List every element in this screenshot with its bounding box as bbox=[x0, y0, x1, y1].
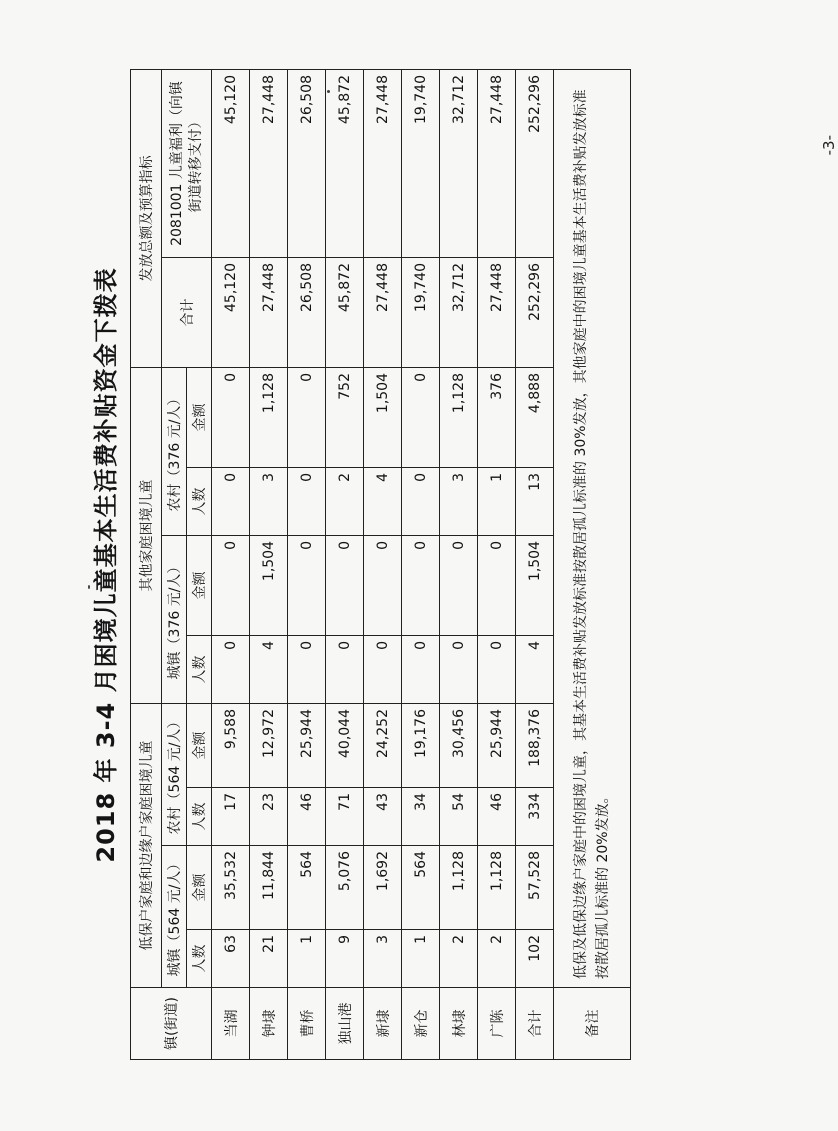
low-urban-amount: 11,844 bbox=[250, 846, 288, 930]
low-urban-persons: 1 bbox=[402, 930, 440, 988]
low-urban-persons: 2 bbox=[440, 930, 478, 988]
budget-cell: 45,120 bbox=[212, 70, 250, 258]
low-urban-persons: 1 bbox=[288, 930, 326, 988]
other-rural-persons: 3 bbox=[440, 468, 478, 536]
total-cell: 27,448 bbox=[364, 258, 402, 368]
table-row bbox=[326, 70, 364, 1060]
low-rural-amount: 25,944 bbox=[288, 704, 326, 788]
remark-label: 备注 bbox=[554, 988, 631, 1060]
other-urban-persons: 0 bbox=[440, 636, 478, 704]
budget-cell: 27,448 bbox=[250, 70, 288, 258]
header-budget: 2081001 儿童福利（向镇街道转移支付） bbox=[162, 70, 212, 258]
table-row bbox=[288, 70, 326, 1060]
low-rural-persons: 23 bbox=[250, 788, 288, 846]
other-rural-persons: 1 bbox=[478, 468, 516, 536]
header-persons: 人数 bbox=[187, 636, 212, 704]
low-urban-amount: 5,076 bbox=[326, 846, 364, 930]
budget-cell: 26,508 bbox=[288, 70, 326, 258]
table-row bbox=[478, 70, 516, 1060]
header-amount: 金额 bbox=[187, 536, 212, 636]
total-cell: 27,448 bbox=[478, 258, 516, 368]
header-persons: 人数 bbox=[187, 788, 212, 846]
other-rural-amount: 0 bbox=[288, 368, 326, 468]
other-urban-persons: 0 bbox=[364, 636, 402, 704]
low-urban-persons: 3 bbox=[364, 930, 402, 988]
other-rural-persons: 13 bbox=[516, 468, 554, 536]
header-other-group: 其他家庭困境儿童 bbox=[131, 368, 162, 704]
other-urban-amount: 0 bbox=[440, 536, 478, 636]
scan-speck bbox=[327, 90, 330, 93]
low-urban-amount: 1,692 bbox=[364, 846, 402, 930]
low-urban-amount: 1,128 bbox=[478, 846, 516, 930]
other-urban-amount: 0 bbox=[212, 536, 250, 636]
document-content bbox=[80, 65, 838, 1065]
low-rural-persons: 43 bbox=[364, 788, 402, 846]
header-row-groups bbox=[131, 70, 162, 1060]
table-row bbox=[402, 70, 440, 1060]
table-row-total bbox=[516, 70, 554, 1060]
other-rural-amount: 1,504 bbox=[364, 368, 402, 468]
other-urban-persons: 0 bbox=[402, 636, 440, 704]
header-other-rural: 农村（376 元/人） bbox=[162, 368, 187, 536]
low-rural-amount: 24,252 bbox=[364, 704, 402, 788]
total-cell: 252,296 bbox=[516, 258, 554, 368]
table-row bbox=[212, 70, 250, 1060]
other-urban-persons: 0 bbox=[288, 636, 326, 704]
header-total: 合计 bbox=[162, 258, 212, 368]
town-cell: 新仓 bbox=[402, 988, 440, 1060]
other-rural-amount: 0 bbox=[402, 368, 440, 468]
other-urban-amount: 0 bbox=[288, 536, 326, 636]
other-urban-amount: 0 bbox=[364, 536, 402, 636]
town-cell: 林埭 bbox=[440, 988, 478, 1060]
low-urban-persons: 2 bbox=[478, 930, 516, 988]
other-urban-amount: 1,504 bbox=[516, 536, 554, 636]
other-rural-persons: 0 bbox=[402, 468, 440, 536]
town-cell: 当湖 bbox=[212, 988, 250, 1060]
other-rural-amount: 1,128 bbox=[440, 368, 478, 468]
table-row bbox=[250, 70, 288, 1060]
total-cell: 45,120 bbox=[212, 258, 250, 368]
town-cell: 曹桥 bbox=[288, 988, 326, 1060]
remark-text: 低保及低保边缘户家庭中的困境儿童，其基本生活费补贴发放标准按散居孤儿标准的 30%发放，其他家庭中的困境儿童基本生活费补贴发放标准按散居孤儿标准的 20%发放。 bbox=[554, 70, 631, 988]
header-total-group: 发放总额及预算指标 bbox=[131, 70, 162, 368]
other-rural-amount: 0 bbox=[212, 368, 250, 468]
town-cell: 新埭 bbox=[364, 988, 402, 1060]
header-other-urban: 城镇（376 元/人） bbox=[162, 536, 187, 704]
table-body bbox=[212, 70, 631, 1060]
header-persons: 人数 bbox=[187, 930, 212, 988]
header-row-categories bbox=[162, 70, 187, 1060]
other-urban-persons: 0 bbox=[478, 636, 516, 704]
budget-cell: 19,740 bbox=[402, 70, 440, 258]
header-low-urban: 城镇（564 元/人） bbox=[162, 846, 187, 988]
table-row bbox=[440, 70, 478, 1060]
remark-row bbox=[554, 70, 631, 1060]
low-rural-amount: 40,044 bbox=[326, 704, 364, 788]
budget-cell: 45,872 bbox=[326, 70, 364, 258]
town-cell: 独山港 bbox=[326, 988, 364, 1060]
town-cell: 钟埭 bbox=[250, 988, 288, 1060]
other-rural-persons: 4 bbox=[364, 468, 402, 536]
other-rural-amount: 752 bbox=[326, 368, 364, 468]
total-cell: 26,508 bbox=[288, 258, 326, 368]
low-rural-persons: 46 bbox=[288, 788, 326, 846]
page-number: -3- bbox=[820, 135, 838, 156]
low-urban-amount: 1,128 bbox=[440, 846, 478, 930]
low-urban-amount: 35,532 bbox=[212, 846, 250, 930]
header-amount: 金额 bbox=[187, 846, 212, 930]
low-rural-persons: 71 bbox=[326, 788, 364, 846]
budget-cell: 252,296 bbox=[516, 70, 554, 258]
budget-cell: 32,712 bbox=[440, 70, 478, 258]
other-urban-persons: 4 bbox=[516, 636, 554, 704]
header-persons: 人数 bbox=[187, 468, 212, 536]
header-amount: 金额 bbox=[187, 704, 212, 788]
other-rural-persons: 2 bbox=[326, 468, 364, 536]
other-rural-persons: 0 bbox=[288, 468, 326, 536]
low-urban-amount: 57,528 bbox=[516, 846, 554, 930]
subsidy-table bbox=[130, 69, 631, 1060]
low-rural-amount: 188,376 bbox=[516, 704, 554, 788]
low-urban-amount: 564 bbox=[402, 846, 440, 930]
other-urban-amount: 0 bbox=[478, 536, 516, 636]
low-rural-persons: 54 bbox=[440, 788, 478, 846]
low-rural-amount: 25,944 bbox=[478, 704, 516, 788]
low-rural-amount: 12,972 bbox=[250, 704, 288, 788]
town-cell: 合计 bbox=[516, 988, 554, 1060]
other-rural-amount: 4,888 bbox=[516, 368, 554, 468]
total-cell: 27,448 bbox=[250, 258, 288, 368]
document-title: 2018 年 3-4 月困境儿童基本生活费补贴资金下拨表 bbox=[92, 267, 120, 863]
other-urban-persons: 4 bbox=[250, 636, 288, 704]
total-cell: 19,740 bbox=[402, 258, 440, 368]
low-urban-persons: 21 bbox=[250, 930, 288, 988]
header-town: 镇(街道) bbox=[131, 988, 212, 1060]
table-row bbox=[364, 70, 402, 1060]
header-low-rural: 农村（564 元/人） bbox=[162, 704, 187, 846]
other-urban-persons: 0 bbox=[212, 636, 250, 704]
header-amount: 金额 bbox=[187, 368, 212, 468]
low-rural-amount: 30,456 bbox=[440, 704, 478, 788]
low-rural-persons: 17 bbox=[212, 788, 250, 846]
header-low-income-group: 低保户家庭和边缘户家庭困境儿童 bbox=[131, 704, 162, 988]
other-urban-amount: 0 bbox=[402, 536, 440, 636]
low-rural-amount: 9,588 bbox=[212, 704, 250, 788]
low-rural-persons: 334 bbox=[516, 788, 554, 846]
scan-speck bbox=[88, 585, 90, 589]
budget-cell: 27,448 bbox=[478, 70, 516, 258]
other-rural-amount: 1,128 bbox=[250, 368, 288, 468]
town-cell: 广陈 bbox=[478, 988, 516, 1060]
other-urban-persons: 0 bbox=[326, 636, 364, 704]
low-urban-amount: 564 bbox=[288, 846, 326, 930]
other-urban-amount: 1,504 bbox=[250, 536, 288, 636]
low-urban-persons: 63 bbox=[212, 930, 250, 988]
low-rural-persons: 34 bbox=[402, 788, 440, 846]
other-urban-amount: 0 bbox=[326, 536, 364, 636]
other-rural-persons: 3 bbox=[250, 468, 288, 536]
budget-cell: 27,448 bbox=[364, 70, 402, 258]
low-rural-persons: 46 bbox=[478, 788, 516, 846]
low-urban-persons: 9 bbox=[326, 930, 364, 988]
total-cell: 32,712 bbox=[440, 258, 478, 368]
total-cell: 45,872 bbox=[326, 258, 364, 368]
other-rural-persons: 0 bbox=[212, 468, 250, 536]
low-rural-amount: 19,176 bbox=[402, 704, 440, 788]
other-rural-amount: 376 bbox=[478, 368, 516, 468]
low-urban-persons: 102 bbox=[516, 930, 554, 988]
